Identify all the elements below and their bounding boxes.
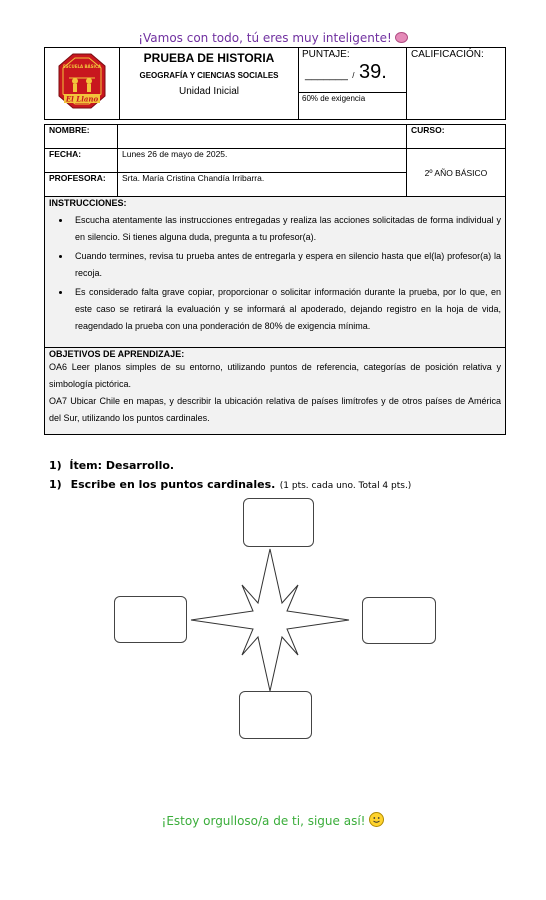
objectives-title: OBJETIVOS DE APRENDIZAJE: bbox=[49, 348, 185, 359]
test-title: PRUEBA DE HISTORIA bbox=[143, 51, 275, 65]
question-text: Escribe en los puntos cardinales. bbox=[70, 478, 276, 491]
question-number: 1) bbox=[49, 478, 62, 491]
course-label: CURSO: bbox=[411, 125, 445, 135]
name-label: NOMBRE: bbox=[49, 125, 90, 135]
name-label-cell bbox=[45, 125, 118, 149]
question-points: (1 pts. cada uno. Total 4 pts.) bbox=[279, 481, 412, 491]
logo-name: El Llano bbox=[65, 94, 99, 104]
date-value: Lunes 26 de mayo de 2025. bbox=[122, 149, 228, 159]
course-value-cell bbox=[407, 149, 506, 197]
date-label: FECHA: bbox=[49, 149, 82, 159]
teacher-value: Srta. María Cristina Chandía Irribarra. bbox=[122, 173, 265, 183]
course-label-cell bbox=[407, 125, 506, 149]
instruction-item: • Cuando termines, revisa tu prueba antes de entregarla y espera en silencio hasta que el(la) profesor(a) la recoja. bbox=[71, 248, 501, 282]
teacher-value-cell bbox=[118, 173, 407, 197]
grade-cell[interactable] bbox=[407, 48, 506, 120]
grade-label: CALIFICACIÓN: bbox=[411, 49, 484, 60]
score-total: 39. bbox=[358, 61, 387, 83]
score-blank[interactable]: _______ bbox=[305, 69, 348, 81]
teacher-label-cell bbox=[45, 173, 118, 197]
exigency-label: 60% de exigencia bbox=[302, 94, 366, 103]
school-logo bbox=[45, 48, 119, 114]
title-cell bbox=[120, 48, 299, 120]
course-value: 2º AÑO BÁSICO bbox=[424, 167, 488, 178]
smiley-icon bbox=[369, 812, 384, 827]
student-info-table bbox=[44, 124, 506, 435]
question-line bbox=[49, 475, 411, 493]
logo-arc-text: ESCUELA BÁSICA bbox=[62, 64, 102, 69]
test-header-table bbox=[44, 47, 506, 120]
footer-text: ¡Estoy orgulloso/a de ti, sigue así! bbox=[161, 814, 366, 828]
motivational-header bbox=[0, 31, 546, 45]
west-answer-box[interactable] bbox=[114, 596, 187, 643]
instructions-list bbox=[49, 212, 501, 335]
motivational-footer bbox=[0, 812, 546, 828]
brain-icon bbox=[395, 32, 408, 43]
test-unit: Unidad Inicial bbox=[178, 86, 240, 97]
date-label-cell bbox=[45, 149, 118, 173]
instruction-item: • Es considerado falta grave copiar, proporcionar o solicitar información durante la prueba, por lo que, en este caso se retirará la evaluación y se informará al apoderado, dejando registro en la hoja de vida, reagendado la prueba con una ponderación de 80% de exigencia mínima. bbox=[71, 284, 501, 335]
name-field[interactable] bbox=[118, 125, 407, 149]
east-answer-box[interactable] bbox=[362, 597, 436, 644]
instruction-item: • Escucha atentamente las instrucciones entregadas y realiza las acciones solicitadas de forma individual y en silencio. Si tienes alguna duda, pregunta a tu profesor(a). bbox=[71, 212, 501, 246]
instructions-section bbox=[45, 197, 506, 348]
section-heading bbox=[49, 459, 174, 472]
teacher-label: PROFESORA: bbox=[49, 173, 106, 183]
section-number: 1) bbox=[49, 459, 62, 472]
score-label: PUNTAJE: bbox=[302, 49, 350, 60]
test-subject: GEOGRAFÍA Y CIENCIAS SOCIALES bbox=[139, 71, 279, 80]
north-answer-box[interactable] bbox=[243, 498, 314, 547]
objective-item: OA6 Leer planos simples de su entorno, utilizando puntos de referencia, categorías de posición relativa y simbología pictórica. bbox=[49, 361, 501, 389]
score-cell bbox=[299, 48, 407, 120]
instructions-title: INSTRUCCIONES: bbox=[49, 198, 127, 208]
compass-rose-icon bbox=[185, 545, 355, 695]
south-answer-box[interactable] bbox=[239, 691, 312, 739]
objective-item: OA7 Ubicar Chile en mapas, y describir la ubicación relativa de países limítrofes y de otros países de América del Sur, utilizando los puntos cardinales. bbox=[49, 395, 501, 423]
motivational-text: ¡Vamos con todo, tú eres muy inteligente! bbox=[138, 31, 392, 45]
objectives-section bbox=[45, 347, 506, 434]
score-separator: / bbox=[352, 71, 355, 80]
section-title: Ítem: Desarrollo. bbox=[69, 459, 175, 472]
date-value-cell bbox=[118, 149, 407, 173]
logo-cell bbox=[45, 48, 120, 120]
